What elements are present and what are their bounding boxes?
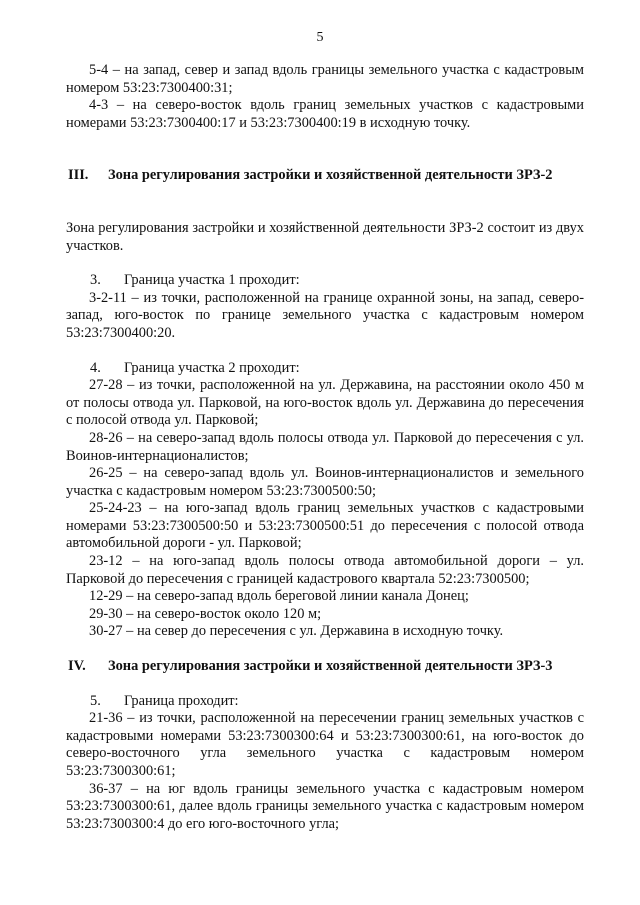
paragraph-36-37: 36-37 – на юг вдоль границы земельного участка с кадастровым номером 53:23:7300300:61, далее вдоль границы земельного участка с кадастровым номером 53:23:7300300:4 до его юго-восточного угла; — [66, 780, 584, 832]
paragraph-26-25: 26-25 – на северо-запад вдоль ул. Воинов-интернационалистов и земельного участка с кадастровым номером 53:23:7300500:50; — [66, 465, 584, 499]
item-number: 3. — [90, 272, 101, 289]
item-heading-5 — [90, 693, 584, 711]
paragraph-4-3: 4-3 – на северо-восток вдоль границ земельных участков с кадастровыми номерами 53:23:7300400:17 и 53:23:7300400:19 в исходную точку. — [66, 97, 584, 131]
paragraph-12-29: 12-29 – на северо-запад вдоль береговой линии канала Донец; — [89, 588, 469, 605]
document-body — [66, 62, 584, 833]
paragraph-5-4: 5-4 – на запад, север и запад вдоль границы земельного участка с кадастровым номером 53:23:7300400:31; — [66, 62, 584, 96]
section-intro: Зона регулирования застройки и хозяйственной деятельности ЗРЗ-2 состоит из двух участков. — [66, 219, 584, 254]
paragraph-21-36: 21-36 – из точки, расположенной на пересечении границ земельных участков с кадастровыми номерами 53:23:7300300:64 и 53:23:7300300:61, на юго-восток до северо-восточного угла земельного участка с кадастровым номером 53:23:7300300:61; — [66, 710, 584, 779]
section-title: Зона регулирования застройки и хозяйственной деятельности ЗРЗ-3 — [108, 658, 553, 675]
section-title: Зона регулирования застройки и хозяйственной деятельности ЗРЗ-2 — [108, 167, 553, 184]
paragraph-25-24-23: 25-24-23 – на юго-запад вдоль границ земельных участков с кадастровыми номерами 53:23:7300500:50 и 53:23:7300500:51 до пересечения с полосой отвода автомобильной дороги - ул. Парковой; — [66, 500, 584, 552]
paragraph-28-26: 28-26 – на северо-запад вдоль полосы отвода ул. Парковой до пересечения с ул. Воинов-интернационалистов; — [66, 429, 584, 464]
section-heading-4 — [68, 658, 584, 676]
item-title: Граница участка 1 проходит: — [124, 272, 300, 289]
item-heading-3 — [90, 272, 584, 290]
item-number: 4. — [90, 359, 101, 376]
paragraph-23-12: 23-12 – на юго-запад вдоль полосы отвода автомобильной дороги – ул. Парковой до пересечения с границей кадастрового квартала 52:23:7300500; — [66, 553, 584, 587]
section-number: IV. — [68, 658, 86, 675]
paragraph-3-2-11: 3-2-11 – из точки, расположенной на границе охранной зоны, на запад, северо-запад, юго-восток по границе земельного участка с кадастровым номером 53:23:7300400:20. — [66, 289, 584, 341]
paragraph-27-28: 27-28 – из точки, расположенной на ул. Державина, на расстоянии около 450 м от полосы отвода ул. Парковой, на юго-восток вдоль ул. Державина до пересечения с полосой отвода ул. Парковой; — [66, 377, 584, 429]
item-title: Граница проходит: — [124, 692, 239, 709]
page-number: 5 — [316, 30, 324, 45]
paragraph-29-30: 29-30 – на северо-восток около 120 м; — [89, 605, 322, 622]
item-number: 5. — [90, 692, 101, 709]
item-title: Граница участка 2 проходит: — [124, 359, 300, 376]
section-heading-3 — [68, 167, 584, 185]
section-number: III. — [68, 167, 89, 184]
item-heading-4 — [90, 360, 584, 378]
paragraph-30-27: 30-27 – на север до пересечения с ул. Державина в исходную точку. — [89, 623, 504, 640]
